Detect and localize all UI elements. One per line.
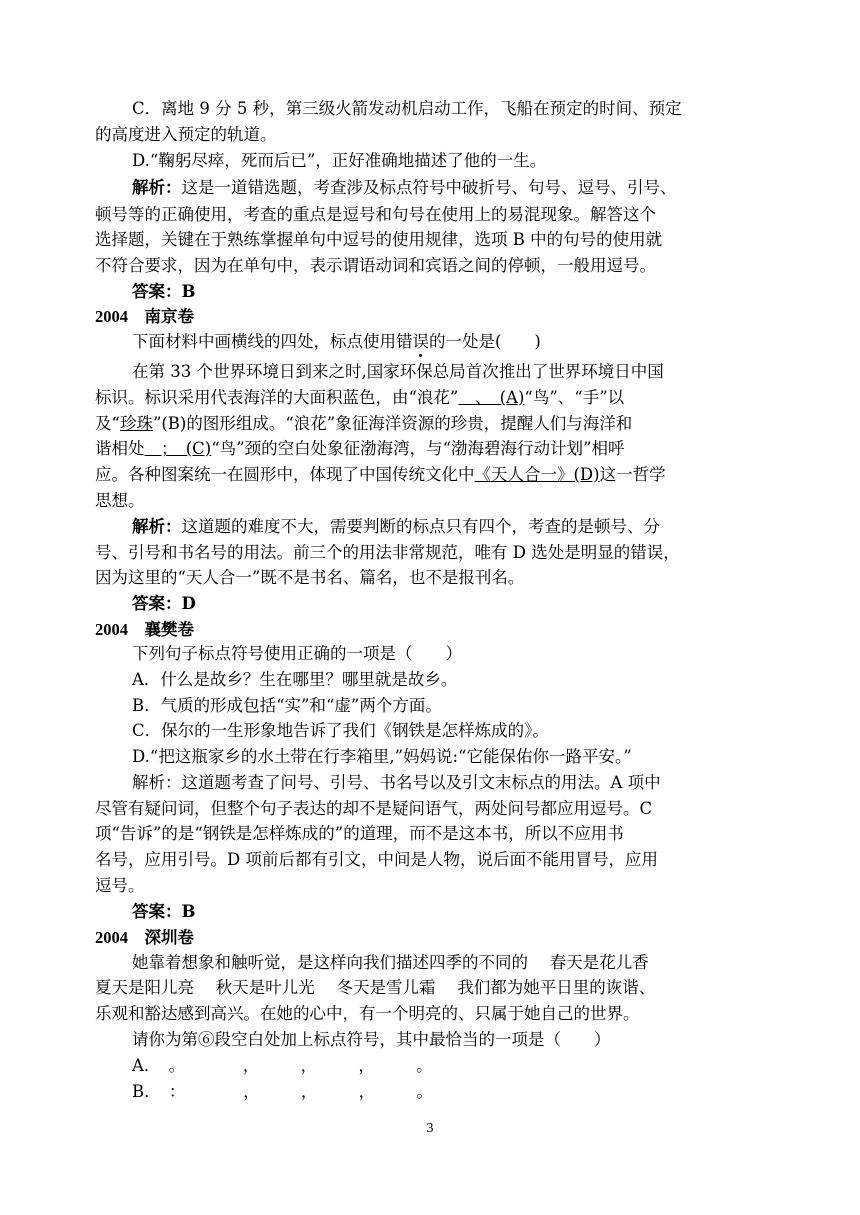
material-line6: 思想。	[95, 491, 145, 510]
material-text: ”(B)的图形组成。“浪花”象征海洋资源的珍贵，提醒人们与海洋和	[152, 414, 633, 433]
answer: 答案：B	[132, 902, 196, 921]
analysis-line3: 项“告诉”的是“钢铁是怎样炼成的”的道理，而不是这本书，所以不应用书	[95, 824, 624, 843]
material-text: “鸟”颈的空白处象征渤海湾，与“渤海碧海行动计划”相呼	[211, 439, 625, 458]
underlined-item-d: 《天人合一》(D)	[474, 465, 600, 484]
analysis-line2: 顿号等的正确使用，考查的重点是逗号和句号在使用上的易混现象。解答这个	[95, 205, 656, 224]
section-heading: 2004 南京卷	[95, 307, 194, 326]
question-stem: 请你为第⑥段空白处加上标点符号，其中最恰当的一项是（ ）	[132, 1030, 611, 1049]
section-heading: 2004 深圳卷	[95, 928, 194, 947]
material-text: 谐相处	[95, 439, 145, 458]
analysis-line4: 名号，应用引号。D 项前后都有引文，中间是人物，说后面不能用冒号，应用	[95, 850, 658, 869]
underlined-item-c: ； (C)	[144, 439, 212, 458]
material-text: 及“	[95, 414, 120, 433]
analysis-label: 解析：	[132, 178, 182, 197]
option-b: B．气质的形成包括“实”和“虚”两个方面。	[132, 696, 442, 715]
option-a: A． 。 ， ， ， 。	[132, 1056, 433, 1075]
analysis-line3: 选择题，关键在于熟练掌握单句中逗号的使用规律，选项 B 中的句号的使用就	[95, 230, 663, 249]
material-text: 这一哲学	[599, 465, 666, 484]
material-text: 标识。标识采用代表海洋的大面积蓝色，由“浪花”	[95, 388, 459, 407]
question-stem: 下列句子标点符号使用正确的一项是（ ）	[132, 644, 462, 663]
analysis-line4: 不符合要求，因为在单句中，表示谓语动词和宾语之间的停顿，一般用逗号。	[95, 256, 656, 275]
option-c: C．保尔的一生形象地告诉了我们《钢铁是怎样炼成的》。	[132, 721, 549, 740]
analysis-label: 解析：	[132, 517, 182, 536]
question-text: 下面材料中画横线的四处，标点使用错	[132, 332, 413, 351]
analysis-line5: 逗号。	[95, 876, 145, 895]
passage-line1: 她靠着想象和触听觉，是这样向我们描述四季的不同的 春天是花儿香	[132, 953, 649, 972]
passage-line3: 乐观和豁达感到高兴。在她的心中，有一个明亮的、只属于她自己的世界。	[95, 1004, 640, 1023]
analysis-line3: 因为这里的“天人合一”既不是书名、篇名，也不是报刊名。	[95, 568, 525, 587]
underlined-item-b: 珍珠	[119, 414, 153, 433]
material-line2	[95, 386, 624, 410]
analysis-text: 这道题的难度不大，需要判断的标点只有四个，考查的是顿号、分	[181, 517, 660, 536]
material-line4	[95, 437, 625, 461]
analysis-line2: 尽管有疑问词，但整个句子表达的却不是疑问语气，两处问号都应用逗号。C	[95, 799, 653, 818]
analysis-line2: 号、引号和书名号的用法。前三个的用法非常规范，唯有 D 选处是明显的错误，	[95, 543, 680, 562]
analysis-line1: 解析：这道题考查了问号、引号、书名号以及引文末标点的用法。A 项中	[132, 773, 661, 792]
analysis-line1	[132, 176, 677, 200]
material-text: 应。各种图案统一在圆形中，体现了中国传统文化中	[95, 465, 475, 484]
answer: 答案：B	[132, 282, 196, 301]
option-c-line1: C．离地 9 分 5 秒，第三级火箭发动机启动工作，飞船在预定的时间、预定	[132, 99, 682, 118]
material-line3	[95, 412, 632, 436]
option-d: D.“鞠躬尽瘁，死而后已”，正好准确地描述了他的一生。	[132, 151, 547, 170]
question-stem	[132, 330, 541, 354]
underlined-item-a: 、 (A)	[458, 388, 525, 407]
material-line5	[95, 463, 666, 487]
analysis-text: 这是一道错选题，考查涉及标点符号中破折号、句号、逗号、引号、	[181, 178, 677, 197]
emphasis-dot-char: 误	[412, 332, 429, 351]
answer: 答案：D	[132, 594, 196, 613]
option-c-line2: 的高度进入预定的轨道。	[95, 125, 277, 144]
passage-line2: 夏天是阳儿亮 秋天是叶儿光 冬天是雪儿霜 我们都为她平日里的诙谐、	[95, 978, 656, 997]
option-a: A．什么是故乡？生在哪里？哪里就是故乡。	[132, 670, 458, 689]
option-d: D.“把这瓶家乡的水土带在行李箱里,”妈妈说:“它能保佑你一路平安。”	[132, 747, 632, 766]
analysis-line1	[132, 515, 660, 539]
question-text: 的一处是( )	[429, 332, 541, 351]
option-b: B． ： ， ， ， 。	[132, 1082, 433, 1101]
section-heading: 2004 襄樊卷	[95, 620, 194, 639]
material-text: “鸟”、“手”以	[524, 388, 625, 407]
page-number: 3	[426, 1121, 434, 1136]
material-line1: 在第 33 个世界环境日到来之时,国家环保总局首次推出了世界环境日中国	[132, 362, 664, 381]
